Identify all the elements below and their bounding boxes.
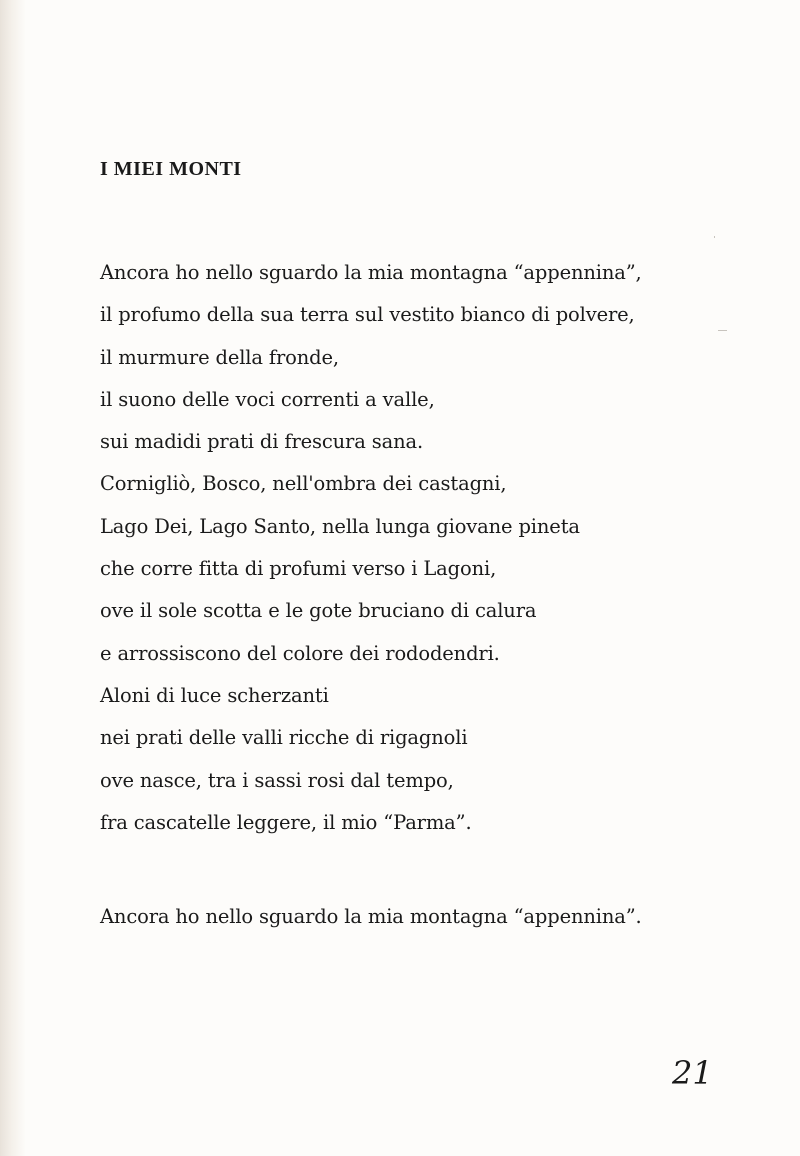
poem-stanza-2: [100, 896, 642, 938]
poem-stanza-1: [100, 252, 642, 844]
verse-line: Ancora ho nello sguardo la mia montagna “appennina”.: [100, 905, 642, 928]
verse-line: fra cascatelle leggere, il mio “Parma”.: [100, 810, 472, 834]
verse-line: Aloni di luce scherzanti: [100, 683, 329, 707]
page-number: 21: [672, 1054, 713, 1092]
verse-line: il profumo della sua terra sul vestito bianco di polvere,: [100, 303, 635, 327]
page-edge-shadow: [0, 0, 26, 1156]
poem-title: I MIEI MONTI: [100, 158, 242, 180]
verse-line: Ancora ho nello sguardo la mia montagna “appennina”,: [100, 261, 642, 284]
verse-line: sui madidi prati di frescura sana.: [100, 430, 424, 454]
verse-line: ove il sole scotta e le gote bruciano di calura: [100, 599, 537, 623]
paper-speck: [714, 236, 715, 238]
verse-line: il suono delle voci correnti a valle,: [100, 387, 435, 411]
paper-speck: [718, 330, 727, 331]
verse-line: Cornigliò, Bosco, nell'ombra dei castagni,: [100, 472, 507, 496]
verse-line: ove nasce, tra i sassi rosi dal tempo,: [100, 768, 454, 792]
verse-line: che corre fitta di profumi verso i Lagoni,: [100, 557, 497, 581]
verse-line: Lago Dei, Lago Santo, nella lunga giovane pineta: [100, 514, 580, 538]
verse-line: e arrossiscono del colore dei rododendri.: [100, 641, 500, 665]
verse-line: il murmure della fronde,: [100, 345, 339, 369]
verse-line: nei prati delle valli ricche di rigagnoli: [100, 726, 468, 750]
